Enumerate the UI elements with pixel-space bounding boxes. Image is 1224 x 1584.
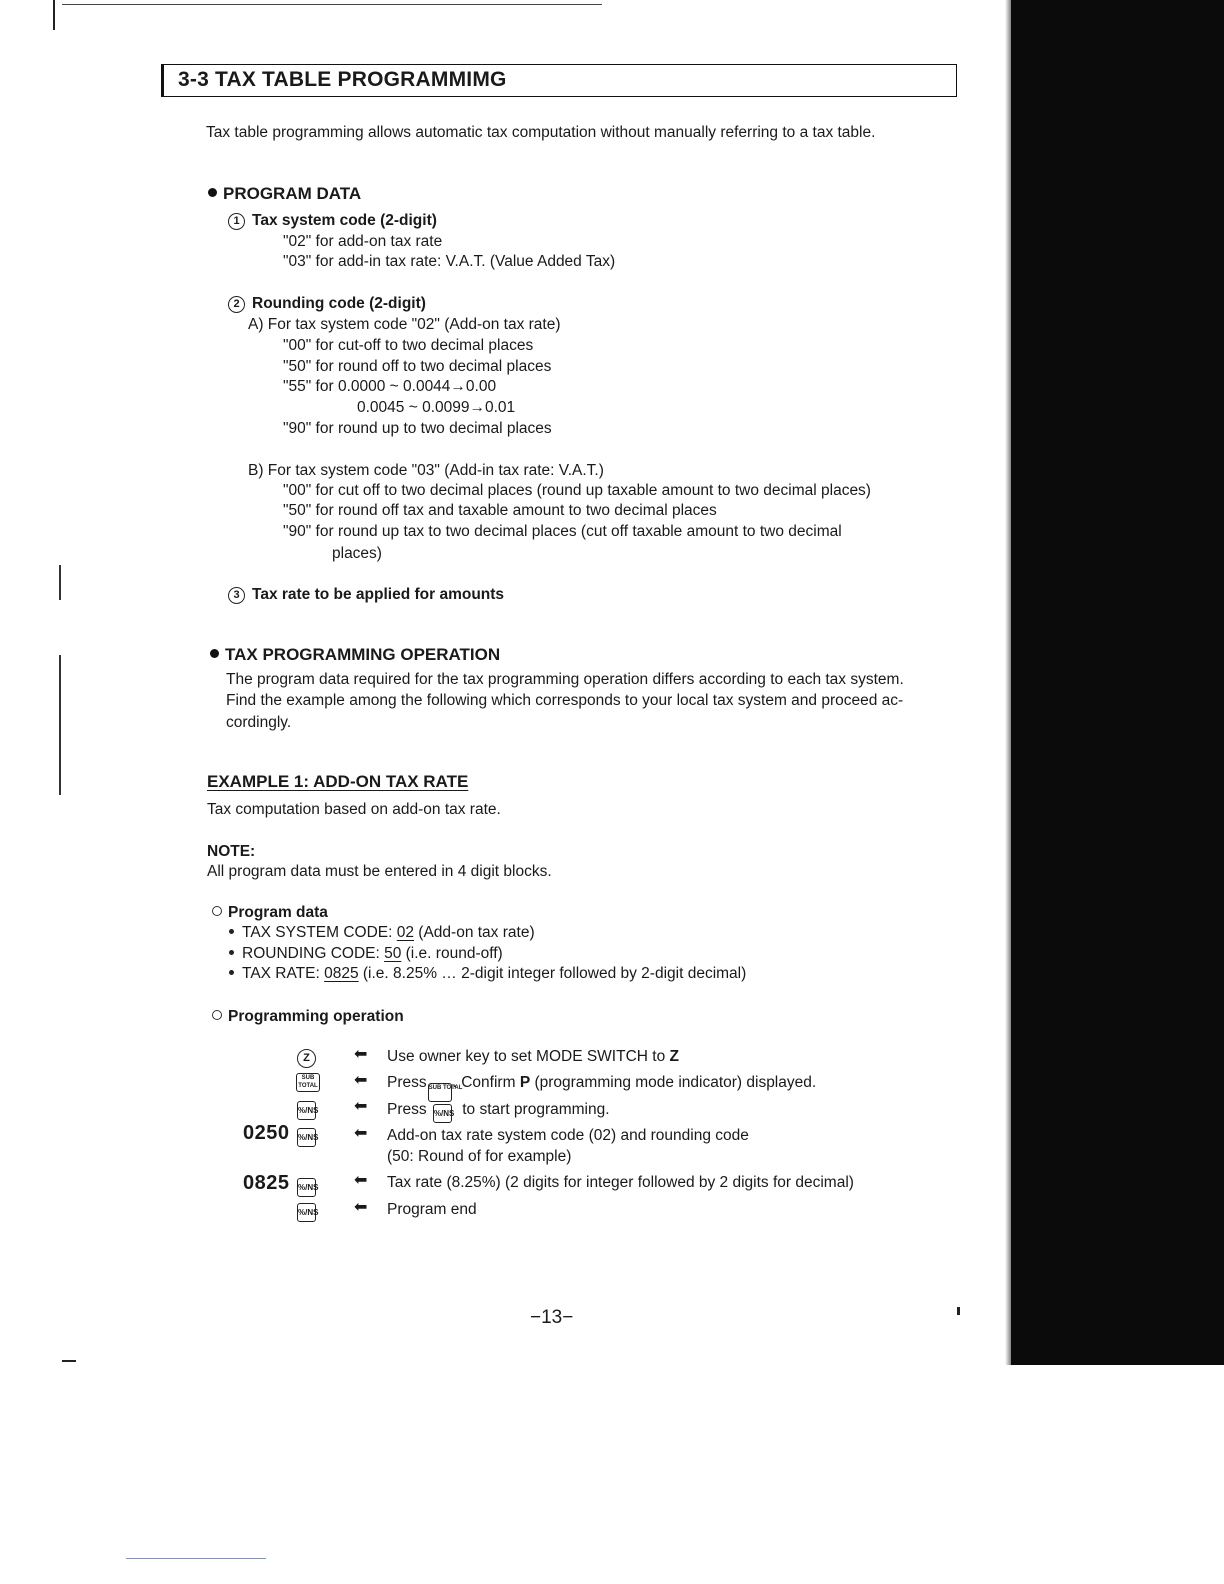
hollow-bullet-icon: [212, 1010, 222, 1020]
tax-op-heading: TAX PROGRAMMING OPERATION: [210, 645, 500, 665]
circled-number-icon: 1: [228, 213, 245, 230]
item2-b-line: places): [332, 545, 382, 562]
arrow-left-icon: ⬅: [354, 1072, 368, 1089]
step-number: 0250: [243, 1122, 290, 1144]
left-margin-rule: [59, 655, 61, 795]
left-margin-rule: [59, 565, 61, 600]
circled-number-icon: 2: [228, 296, 245, 313]
program-data-bullet: TAX SYSTEM CODE: 02 (Add-on tax rate): [229, 922, 535, 943]
intro-text: Tax table programming allows automatic tax computation without manually referring to a tax table.: [206, 124, 876, 141]
step-desc: Tax rate (8.25%) (2 digits for integer followed by 2 digits for decimal): [387, 1174, 854, 1191]
example1-heading: EXAMPLE 1: ADD-ON TAX RATE: [207, 772, 469, 791]
item2-a-line: "55" for 0.0000 ~ 0.0044→0.00: [283, 378, 497, 395]
item2-b-heading: B) For tax system code "03" (Add-in tax rate: V.A.T.): [248, 462, 604, 479]
circled-number-icon: 3: [228, 587, 245, 604]
section-title-box: [161, 64, 957, 97]
bottom-rule: [126, 1558, 266, 1559]
bullet-icon: [229, 970, 234, 975]
bullet-icon: [229, 950, 234, 955]
example1-desc: Tax computation based on add-on tax rate.: [207, 801, 501, 818]
item1-line: "02" for add-on tax rate: [283, 233, 443, 250]
bullet-icon: [229, 929, 234, 934]
tax-op-line: Find the example among the following which corresponds to your local tax system and proceed ac-: [226, 692, 904, 709]
tax-op-line: The program data required for the tax programming operation differs according to each tax system.: [226, 671, 904, 688]
item2-a-heading: A) For tax system code "02" (Add-on tax rate): [248, 316, 561, 333]
mode-switch-z-key-icon: Z: [297, 1046, 316, 1068]
item1-line: "03" for add-in tax rate: V.A.T. (Value Added Tax): [283, 253, 616, 270]
program-data-bullet: TAX RATE: 0825 (i.e. 8.25% … 2-digit integer followed by 2-digit decimal): [229, 963, 746, 984]
note-text: All program data must be entered in 4 digit blocks.: [207, 863, 552, 880]
arrow-left-icon: ⬅: [354, 1172, 368, 1189]
arrow-left-icon: ⬅: [354, 1098, 368, 1115]
percent-ns-key-icon: %/NS: [297, 1175, 316, 1197]
percent-ns-key-icon: %/NS: [297, 1125, 316, 1147]
item2-a-line: "00" for cut-off to two decimal places: [283, 337, 534, 354]
section-title: 3-3 TAX TABLE PROGRAMMIMG: [178, 68, 507, 91]
left-margin-rule: [53, 0, 55, 30]
bullet-icon: [208, 188, 217, 197]
arrow-left-icon: ⬅: [354, 1199, 368, 1216]
item2-b-line: "90" for round up tax to two decimal places (cut off taxable amount to two decimal: [283, 523, 842, 540]
item2-b-line: "00" for cut off to two decimal places (round up taxable amount to two decimal places): [283, 482, 871, 499]
subtotal-key-icon: SUB TOTAL: [428, 1083, 452, 1102]
step-desc: Press %/NS to start programming.: [387, 1099, 610, 1123]
program-data-label: Program data: [212, 902, 328, 923]
step-desc: (50: Round of for example): [387, 1148, 572, 1165]
item2-b-line: "50" for round off tax and taxable amount to two decimal places: [283, 502, 717, 519]
program-data-bullet: ROUNDING CODE: 50 (i.e. round-off): [229, 943, 503, 964]
scan-speck: [957, 1307, 960, 1315]
page-number: −13−: [530, 1307, 574, 1328]
hollow-bullet-icon: [212, 906, 222, 916]
step-number: 0825: [243, 1172, 290, 1194]
scan-shadow-bar: [1011, 0, 1224, 1365]
step-desc: Press SUB TOTAL. Confirm P (programming mode indicator) displayed.: [387, 1072, 816, 1102]
percent-ns-key-icon: %/NS: [297, 1200, 316, 1222]
step-desc: Use owner key to set MODE SWITCH to Z: [387, 1048, 679, 1065]
programming-operation-label: Programming operation: [212, 1006, 404, 1027]
arrow-left-icon: ⬅: [354, 1125, 368, 1142]
step-desc: Add-on tax rate system code (02) and rounding code: [387, 1127, 749, 1144]
top-rule: [62, 4, 602, 5]
bullet-icon: [210, 649, 219, 658]
scan-speck: [62, 1360, 76, 1362]
step-desc: Program end: [387, 1201, 477, 1218]
item3-title: 3 Tax rate to be applied for amounts: [228, 584, 504, 605]
tax-op-line: cordingly.: [226, 714, 292, 731]
note-label: NOTE:: [207, 843, 256, 860]
item2-a-line: 0.0045 ~ 0.0099→0.01: [357, 399, 516, 416]
subtotal-key-icon: SUB TOTAL: [296, 1072, 320, 1092]
item2-title: 2 Rounding code (2-digit): [228, 293, 426, 314]
program-data-heading: PROGRAM DATA: [208, 184, 361, 204]
item1-title: 1 Tax system code (2-digit): [228, 210, 437, 231]
arrow-left-icon: ⬅: [354, 1046, 368, 1063]
percent-ns-key-icon: %/NS: [433, 1104, 452, 1123]
percent-ns-key-icon: %/NS: [297, 1098, 316, 1120]
item2-a-line: "90" for round up to two decimal places: [283, 420, 552, 437]
item2-a-line: "50" for round off to two decimal places: [283, 358, 552, 375]
